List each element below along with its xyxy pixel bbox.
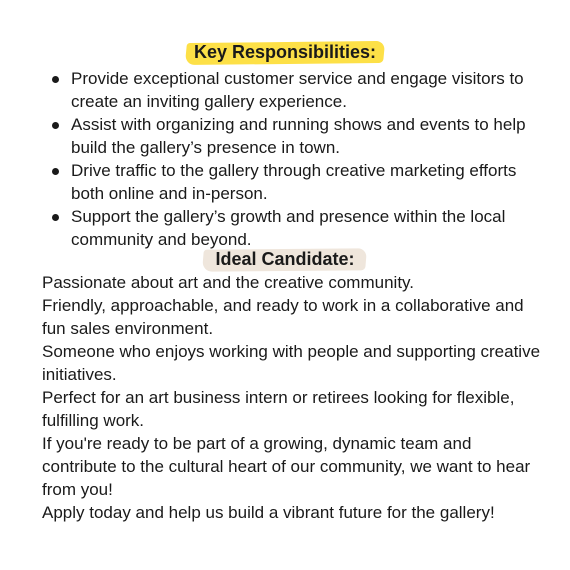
ideal-candidate-title: Ideal Candidate: [207, 248, 362, 270]
responsibilities-list [50, 67, 540, 251]
candidate-line: Friendly, approachable, and ready to work in a collaborative and fun sales environment. [42, 296, 524, 338]
list-item [50, 159, 540, 205]
list-item-text: Drive traffic to the gallery through creative marketing efforts both online and in-person. [71, 161, 517, 203]
candidate-line: Apply today and help us build a vibrant future for the gallery! [42, 503, 495, 522]
candidate-line: Perfect for an art business intern or retirees looking for flexible, fulfilling work. [42, 388, 515, 430]
list-item [50, 205, 540, 251]
candidate-line: Passionate about art and the creative community. [42, 273, 414, 292]
bullet-icon [52, 76, 59, 83]
list-item [50, 113, 540, 159]
list-item-text: Support the gallery’s growth and presence within the local community and beyond. [71, 207, 506, 249]
list-item-text: Assist with organizing and running shows and events to help build the gallery’s presence in town. [71, 115, 526, 157]
bullet-icon [52, 168, 59, 175]
bullet-icon [52, 214, 59, 221]
candidate-line: If you're ready to be part of a growing, dynamic team and contribute to the cultural heart of our community, we want to hear from you! [42, 434, 531, 499]
key-responsibilities-header [0, 41, 570, 63]
bullet-icon [52, 122, 59, 129]
list-item [50, 67, 540, 113]
candidate-line: Someone who enjoys working with people and supporting creative initiatives. [42, 342, 541, 384]
list-item-text: Provide exceptional customer service and engage visitors to create an inviting gallery experience. [71, 69, 524, 111]
ideal-candidate-section [42, 271, 542, 524]
key-responsibilities-title: Key Responsibilities: [186, 41, 384, 63]
ideal-candidate-header [0, 248, 570, 270]
